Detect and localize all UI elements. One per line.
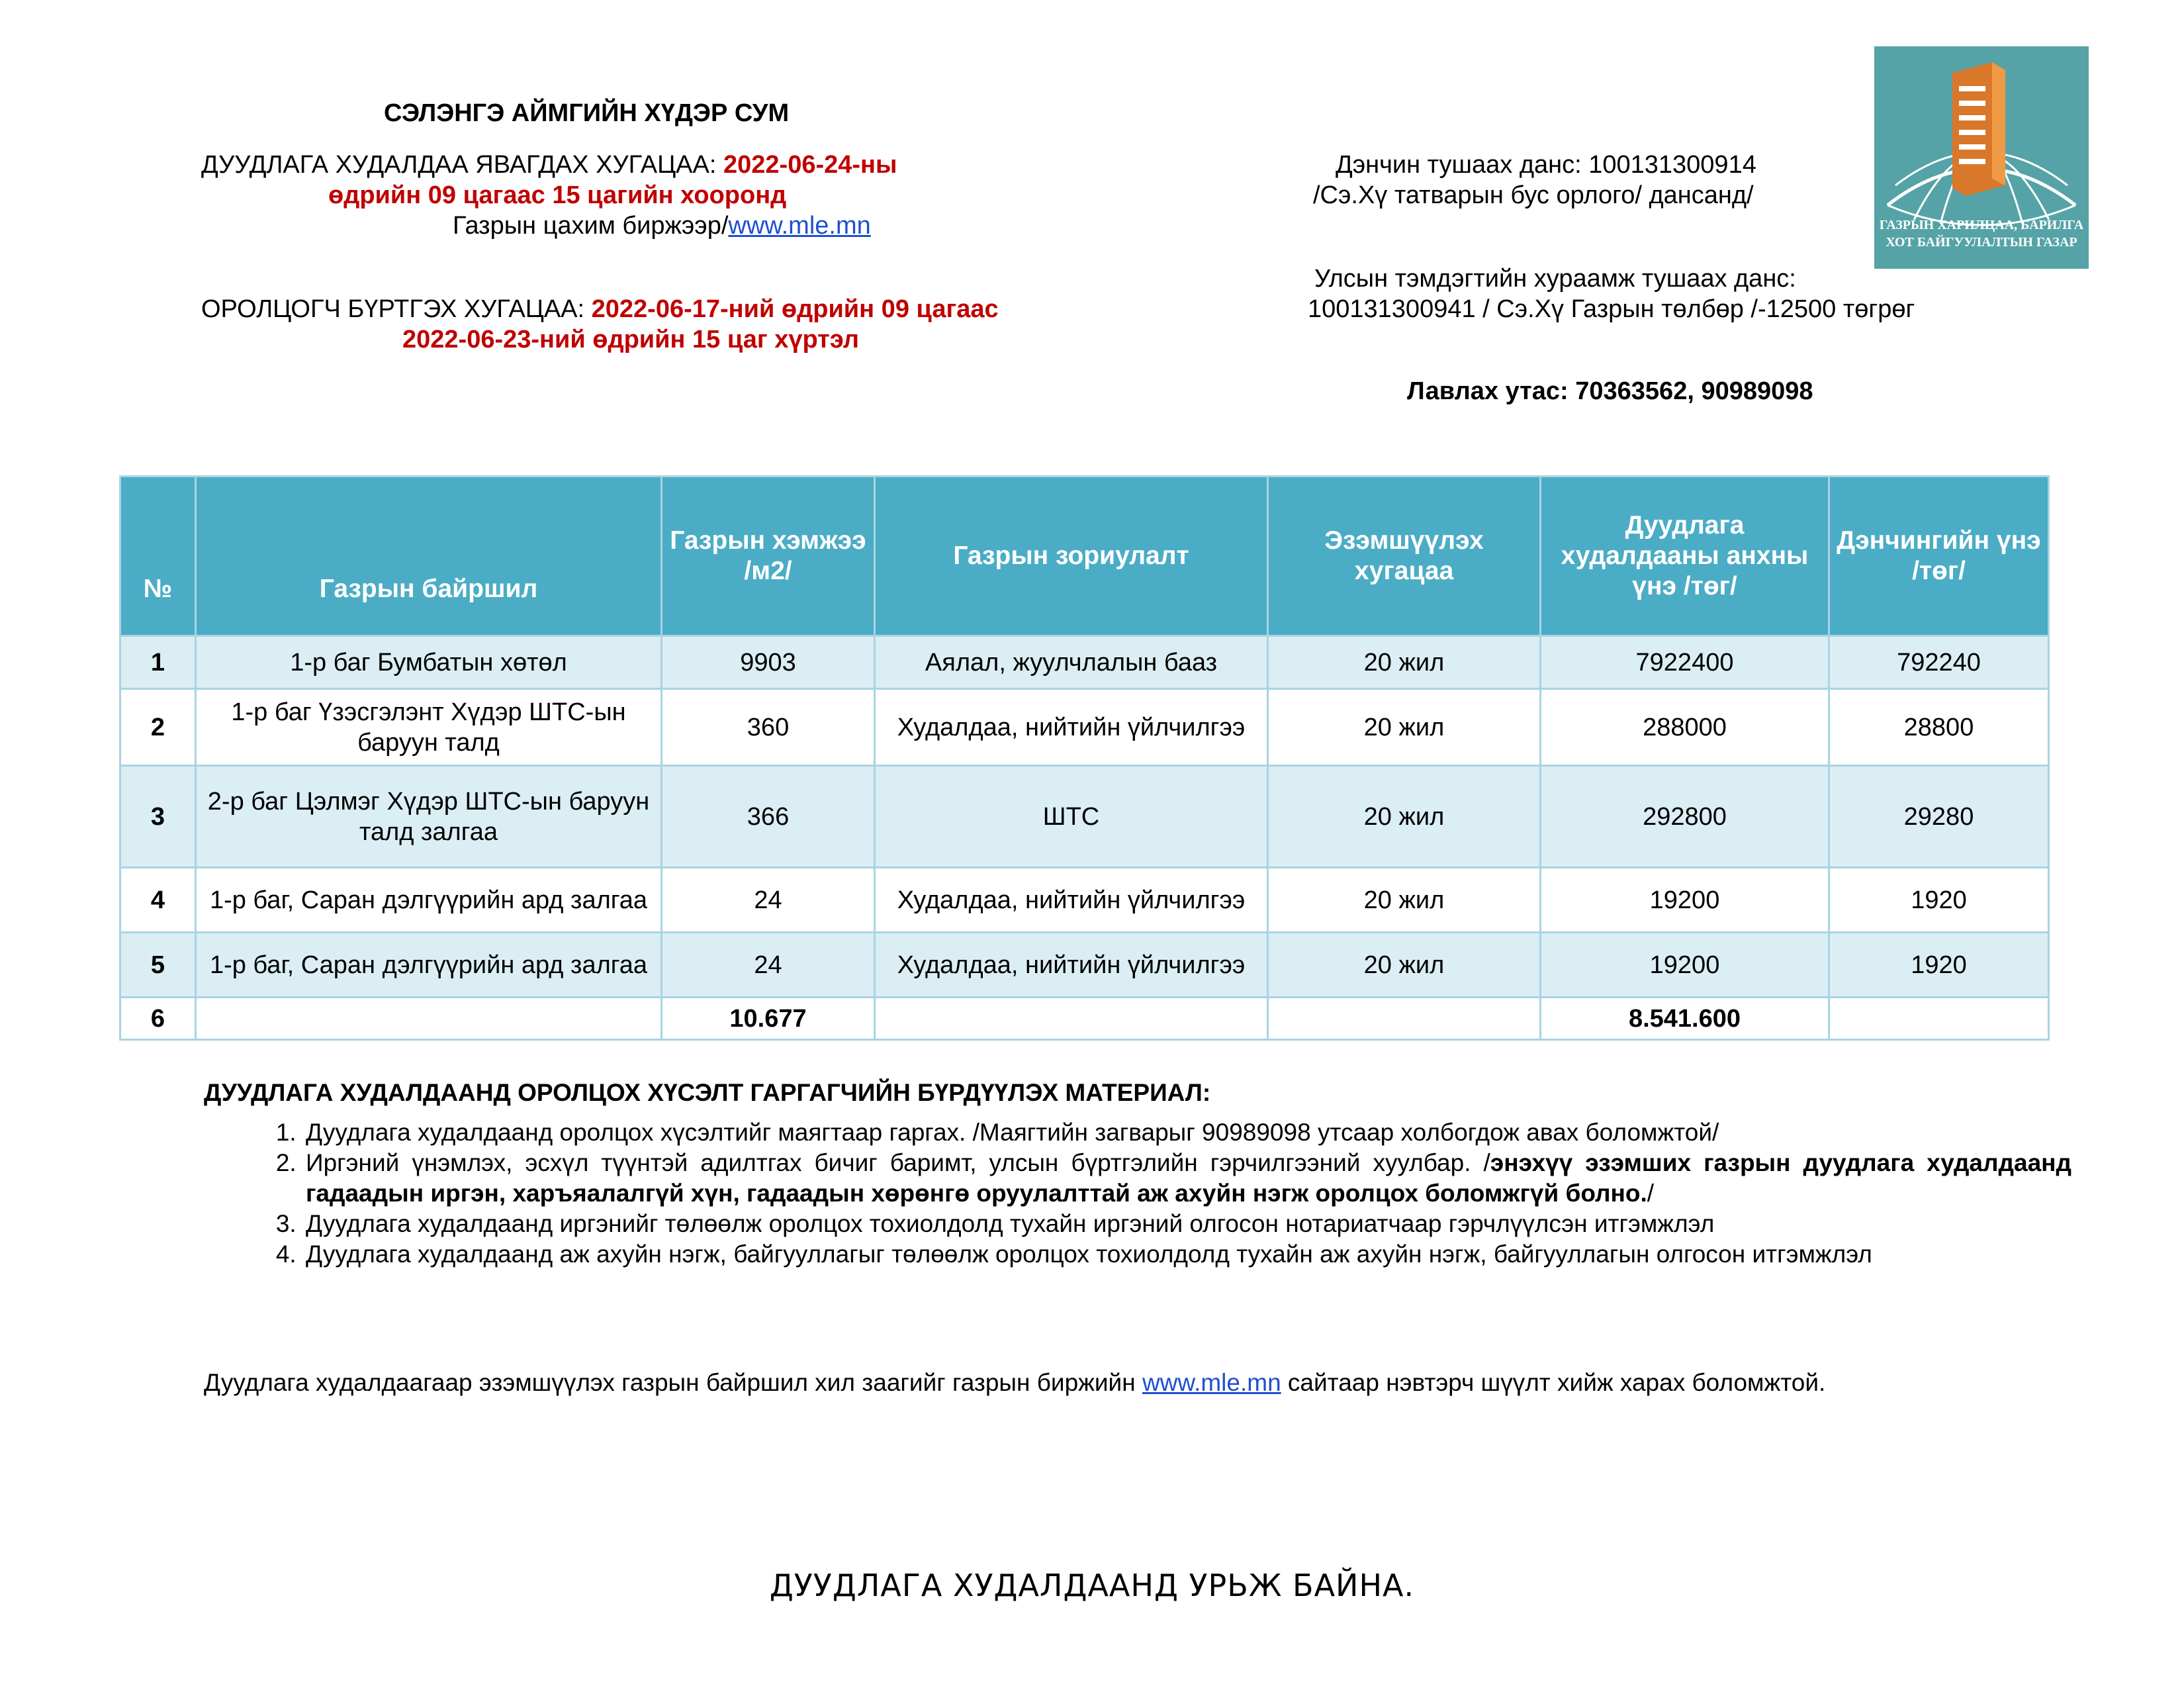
row-price: 19200	[1541, 868, 1829, 933]
row-area: 9903	[662, 636, 875, 689]
header-location: Газрын байршил	[196, 477, 662, 636]
row-purpose: Аялал, жуулчлалын бааз	[875, 636, 1268, 689]
row-location: 1-р баг Бумбатын хөтөл	[196, 636, 662, 689]
row-deposit: 1920	[1829, 933, 2049, 998]
row-purpose: Худалдаа, нийтийн үйлчилгээ	[875, 689, 1268, 766]
auction-date: 2022-06-24-ны	[723, 151, 897, 179]
row-term: 20 жил	[1268, 689, 1541, 766]
row-no: 2	[120, 689, 196, 766]
auction-hours: өдрийн 09 цагаас 15 цагийн хооронд	[328, 181, 787, 209]
row-deposit: 28800	[1829, 689, 2049, 766]
requirement-1: Дуудлага худалдаанд оролцох хүсэлтийг маягтаар гаргах. /Маягтийн загварыг 90989098 утсаар холбогдож авах боломжтой/	[306, 1119, 1719, 1146]
phone-line: Лавлах утас: 70363562, 90989098	[1407, 377, 1813, 405]
row-term: 20 жил	[1268, 766, 1541, 868]
list-item	[303, 1117, 2071, 1148]
row-area: 366	[662, 766, 875, 868]
row-term: 20 жил	[1268, 868, 1541, 933]
requirements-list	[238, 1117, 2071, 1270]
registration-line	[201, 294, 999, 324]
row-location: 1-р баг, Саран дэлгүүрийн ард залгаа	[196, 933, 662, 998]
row-price: 292800	[1541, 766, 1829, 868]
org-title: СЭЛЭНГЭ АЙМГИЙН ХҮДЭР СУМ	[384, 99, 790, 127]
exchange-line	[453, 211, 871, 241]
registration-start: 2022-06-17-ний өдрийн 09 цагаас	[591, 295, 999, 323]
row-term: 20 жил	[1268, 636, 1541, 689]
deposit-account: Дэнчин тушаах данс: 100131300914	[1336, 151, 1756, 179]
table-row	[120, 933, 2049, 998]
invitation-footer: ДУУДЛАГА ХУДАЛДААНД УРЬЖ БАЙНА.	[769, 1568, 1415, 1603]
logo-graphic	[1874, 46, 2089, 269]
deposit-note: /Сэ.Хү татварын бус орлого/ дансанд/	[1313, 181, 1754, 209]
table-row	[120, 636, 2049, 689]
header-area: Газрын хэмжээ /м2/	[662, 477, 875, 636]
row-location: 2-р баг Цэлмэг Хүдэр ШТС-ын баруун талд залгаа	[196, 766, 662, 868]
table-total-row	[120, 998, 2049, 1040]
row-location: 1-р баг, Саран дэлгүүрийн ард залгаа	[196, 868, 662, 933]
total-no: 6	[120, 998, 196, 1040]
registration-label: ОРОЛЦОГЧ БҮРТГЭХ ХУГАЦАА:	[201, 295, 585, 323]
row-deposit: 1920	[1829, 868, 2049, 933]
agency-logo	[1874, 46, 2089, 269]
logo-text-line2: ХОТ БАЙГУУЛАЛТЫН ГАЗАР	[1886, 235, 2077, 250]
land-auction-table	[119, 475, 2048, 1041]
table-row	[120, 868, 2049, 933]
row-area: 24	[662, 868, 875, 933]
row-purpose: Худалдаа, нийтийн үйлчилгээ	[875, 868, 1268, 933]
requirement-2-end: /	[1647, 1180, 1655, 1207]
logo-text-line1: ГАЗРЫН ХАРИЛЦАА, БАРИЛГА	[1879, 218, 2084, 232]
fee-account-label: Улсын тэмдэгтийн хураамж тушаах данс:	[1314, 265, 1796, 293]
row-deposit: 29280	[1829, 766, 2049, 868]
row-price: 19200	[1541, 933, 1829, 998]
list-item	[303, 1148, 2071, 1209]
row-location: 1-р баг Үзэсгэлэнт Хүдэр ШТС-ын баруун талд	[196, 689, 662, 766]
header-deposit: Дэнчингийн үнэ /төг/	[1829, 477, 2049, 636]
header-term: Эзэмшүүлэх хугацаа	[1268, 477, 1541, 636]
row-no: 5	[120, 933, 196, 998]
row-no: 4	[120, 868, 196, 933]
row-price: 288000	[1541, 689, 1829, 766]
header-no: №	[120, 477, 196, 636]
row-no: 1	[120, 636, 196, 689]
requirements-heading: ДУУДЛАГА ХУДАЛДААНД ОРОЛЦОХ ХҮСЭЛТ ГАРГАГЧИЙН БҮРДҮҮЛЭХ МАТЕРИАЛ:	[204, 1079, 1211, 1106]
note-text-after: сайтаар нэвтэрч шүүлт хийж харах боломжтой.	[1281, 1369, 1826, 1396]
exchange-link[interactable]: www.mle.mn	[728, 212, 871, 240]
note-link[interactable]: www.mle.mn	[1142, 1369, 1281, 1396]
total-term	[1268, 998, 1541, 1040]
registration-end: 2022-06-23-ний өдрийн 15 цаг хүртэл	[402, 326, 859, 353]
table-header-row	[120, 477, 2049, 636]
row-area: 360	[662, 689, 875, 766]
header-purpose: Газрын зориулалт	[875, 477, 1268, 636]
note-text-before: Дуудлага худалдаагаар эзэмшүүлэх газрын байршил хил заагийг газрын биржийн	[204, 1369, 1142, 1396]
requirement-4: Дуудлага худалдаанд аж ахуйн нэгж, байгууллагыг төлөөлж оролцох тохиолдолд тухайн аж ахуйн нэгж, байгууллагын олгосон итгэмжлэл	[306, 1241, 1872, 1268]
total-location	[196, 998, 662, 1040]
boundary-note	[204, 1366, 2032, 1399]
row-purpose: Худалдаа, нийтийн үйлчилгээ	[875, 933, 1268, 998]
list-item	[303, 1239, 2071, 1270]
requirement-2-text: Иргэний үнэмлэх, эсхүл түүнтэй адилтгах бичиг баримт, улсын бүртгэлийн гэрчилгээний хуулбар. /	[306, 1149, 1490, 1176]
total-price: 8.541.600	[1541, 998, 1829, 1040]
auction-time-line	[201, 150, 897, 180]
exchange-prefix: Газрын цахим биржээр/	[453, 212, 729, 240]
total-deposit	[1829, 998, 2049, 1040]
total-purpose	[875, 998, 1268, 1040]
fee-account: 100131300941 / Сэ.Хү Газрын төлбөр /-12500 төгрөг	[1308, 295, 1915, 323]
auction-time-label: ДУУДЛАГА ХУДАЛДАА ЯВАГДАХ ХУГАЦАА:	[201, 151, 717, 179]
header-start-price: Дуудлага худалдааны анхны үнэ /төг/	[1541, 477, 1829, 636]
row-term: 20 жил	[1268, 933, 1541, 998]
table-row	[120, 689, 2049, 766]
requirement-2-restriction: энэхүү эзэмших газрын дуудлага худалдаанд гадаадын иргэн, харъяалалгүй хүн, гадаадын хөрөнгө оруулалттай аж ахуйн нэгж оролцох боломжгүй болно.	[306, 1149, 2071, 1207]
table-row	[120, 766, 2049, 868]
row-purpose: ШТС	[875, 766, 1268, 868]
list-item	[303, 1209, 2071, 1239]
row-area: 24	[662, 933, 875, 998]
row-no: 3	[120, 766, 196, 868]
requirement-3: Дуудлага худалдаанд иргэнийг төлөөлж оролцох тохиолдолд тухайн иргэний олгосон нотариатчаар гэрчлүүлсэн итгэмжлэл	[306, 1210, 1715, 1237]
row-price: 7922400	[1541, 636, 1829, 689]
total-area: 10.677	[662, 998, 875, 1040]
row-deposit: 792240	[1829, 636, 2049, 689]
